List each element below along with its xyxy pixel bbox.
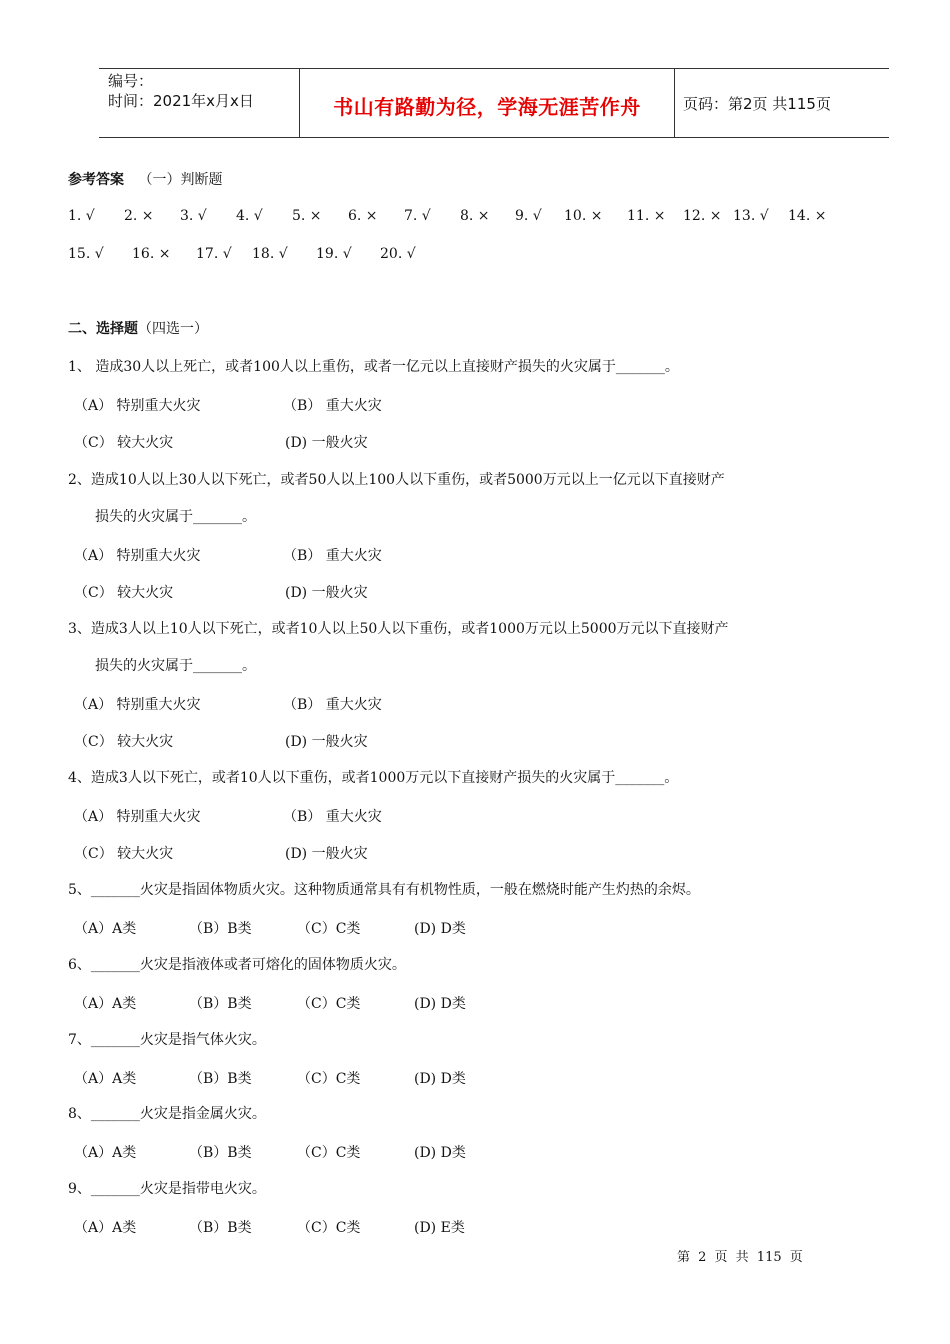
time-label: 时间：2021年x月x日 (108, 92, 254, 110)
answer-item: 13. √ (733, 208, 769, 224)
option-item: （C） 较大火灾 (74, 435, 174, 451)
answer-item: 16. × (132, 246, 171, 262)
choice-heading (68, 319, 208, 339)
option-item: （C）C类 (297, 1071, 361, 1087)
option-item: （B） 重大火灾 (283, 398, 382, 414)
question-text: 3、造成3人以上10人以下死亡，或者10人以上50人以下重伤，或者1000万元以上5000万元以下直接财产 (68, 621, 729, 637)
option-item: （B）B类 (189, 921, 252, 937)
answer-item: 14. × (788, 208, 827, 224)
answer-item: 5. × (292, 208, 322, 224)
option-item: （C）C类 (297, 1145, 361, 1161)
option-item: （B） 重大火灾 (283, 697, 382, 713)
answer-item: 2. × (124, 208, 154, 224)
answer-item: 3. √ (180, 208, 207, 224)
option-item: （A）A类 (74, 1145, 137, 1161)
question-text: 7、_______火灾是指气体火灾。 (68, 1032, 266, 1048)
question-text: 损失的火灾属于_______。 (95, 658, 256, 674)
answer-item: 11. × (627, 208, 666, 224)
question-text: 8、_______火灾是指金属火灾。 (68, 1106, 266, 1122)
answer-item: 4. √ (236, 208, 263, 224)
answer-item: 17. √ (196, 246, 232, 262)
option-item: (D) D类 (414, 996, 466, 1012)
header-divider (674, 69, 675, 137)
answers-title: 参考答案 (68, 172, 124, 188)
option-item: （A）A类 (74, 1071, 137, 1087)
option-item: （A） 特别重大火灾 (74, 697, 201, 713)
question-text: 5、_______火灾是指固体物质火灾。这种物质通常具有有机物性质，一般在燃烧时能产生灼热的余烬。 (68, 882, 700, 898)
option-item: (D) 一般火灾 (285, 734, 368, 750)
option-item: （B）B类 (189, 996, 252, 1012)
option-item: （B）B类 (189, 1071, 252, 1087)
answer-item: 12. × (683, 208, 722, 224)
header-meta (108, 71, 254, 111)
option-item: （B） 重大火灾 (283, 809, 382, 825)
answer-item: 19. √ (316, 246, 352, 262)
answer-item: 1. √ (68, 208, 95, 224)
choice-title: 二、选择题 (68, 321, 138, 337)
option-item: (D) 一般火灾 (285, 846, 368, 862)
option-item: (D) 一般火灾 (285, 585, 368, 601)
option-item: (D) 一般火灾 (285, 435, 368, 451)
answer-item: 7. √ (404, 208, 431, 224)
option-item: （B）B类 (189, 1145, 252, 1161)
option-item: （C） 较大火灾 (74, 585, 174, 601)
question-text: 2、造成10人以上30人以下死亡，或者50人以上100人以下重伤，或者5000万元以上一亿元以下直接财产 (68, 472, 725, 488)
header-divider (299, 69, 300, 137)
option-item: （A） 特别重大火灾 (74, 398, 201, 414)
option-item: （C）C类 (297, 921, 361, 937)
question-text: 损失的火灾属于_______。 (95, 509, 256, 525)
answer-item: 10. × (564, 208, 603, 224)
option-item: （A）A类 (74, 996, 137, 1012)
option-item: （C）C类 (297, 996, 361, 1012)
answer-item: 20. √ (380, 246, 416, 262)
option-item: （A）A类 (74, 1220, 137, 1236)
question-text: 1、 造成30人以上死亡，或者100人以上重伤，或者一亿元以上直接财产损失的火灾属于_______。 (68, 359, 679, 375)
answer-item: 6. × (348, 208, 378, 224)
number-label: 编号： (108, 72, 154, 90)
option-item: （A） 特别重大火灾 (74, 809, 201, 825)
option-item: (D) D类 (414, 1145, 466, 1161)
page-header (99, 68, 889, 138)
answer-item: 15. √ (68, 246, 104, 262)
option-item: （A）A类 (74, 921, 137, 937)
option-item: （C） 较大火灾 (74, 846, 174, 862)
option-item: （B） 重大火灾 (283, 548, 382, 564)
option-item: （C） 较大火灾 (74, 734, 174, 750)
header-motto: 书山有路勤为径，学海无涯苦作舟 (333, 95, 641, 119)
option-item: (D) E类 (414, 1220, 465, 1236)
answers-subtitle: （一）判断题 (138, 172, 223, 188)
answer-item: 8. × (460, 208, 490, 224)
answer-item: 9. √ (515, 208, 542, 224)
option-item: (D) D类 (414, 921, 466, 937)
answers-heading (68, 170, 222, 190)
question-text: 9、_______火灾是指带电火灾。 (68, 1181, 266, 1197)
question-text: 4、造成3人以下死亡，或者10人以下重伤，或者1000万元以下直接财产损失的火灾属于_______。 (68, 770, 679, 786)
option-item: （C）C类 (297, 1220, 361, 1236)
option-item: （A） 特别重大火灾 (74, 548, 201, 564)
answer-item: 18. √ (252, 246, 288, 262)
option-item: （B）B类 (189, 1220, 252, 1236)
page-footer: 第 2 页 共 115 页 (677, 1250, 803, 1265)
header-page-info: 页码：第2页 共115页 (683, 95, 831, 113)
choice-subtitle: （四选一） (138, 321, 208, 337)
option-item: (D) D类 (414, 1071, 466, 1087)
question-text: 6、_______火灾是指液体或者可熔化的固体物质火灾。 (68, 957, 406, 973)
